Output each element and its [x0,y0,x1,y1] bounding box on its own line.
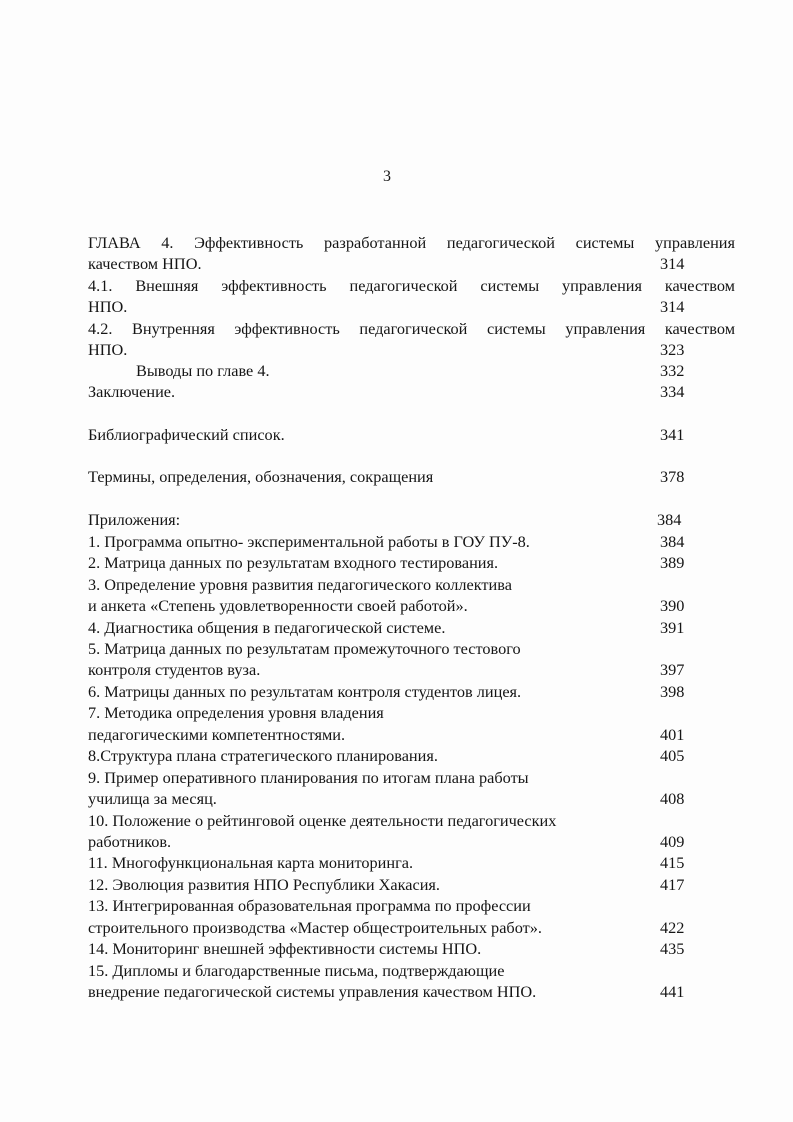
toc-entry-title: Заключение. [88,382,176,401]
toc-entry-title: качеством НПО. [88,254,202,273]
toc-entry-title: работников. [88,832,172,851]
toc-entry-page: 334 [660,382,685,401]
toc-entry-title: Термины, определения, обозначения, сокращения [88,467,434,486]
toc-entry-page: 409 [660,832,685,851]
toc-entry-title: внедрение педагогической системы управления качеством НПО. [88,982,537,1001]
toc-entry-title: 8.Структура плана стратегического планирования. [88,746,438,765]
toc-entry-title: ГЛАВА 4. Эффективность разработанной педагогической системы управления [88,233,735,252]
toc-entry-title: НПО. [88,297,128,316]
toc-entry-title: 14. Мониторинг внешней эффективности системы НПО. [88,939,482,958]
toc-entry-page: 398 [660,682,685,701]
toc-entry-title: 7. Методика определения уровня владения [88,703,384,722]
toc-entry-page: 405 [660,746,685,765]
toc-entry-page: 341 [660,425,685,444]
toc-entry-title: 6. Матрицы данных по результатам контроля студентов лицея. [88,682,522,701]
toc-entry-page: 314 [660,297,685,316]
toc-entry-page: 384 [657,510,682,529]
toc-entry-title: 9. Пример оперативного планирования по итогам плана работы [88,768,529,787]
toc-entry-page: 323 [660,340,685,359]
toc-entry-page: 332 [660,361,685,380]
toc-entry-page: 415 [660,853,685,872]
toc-entry-title: училища за месяц. [88,789,217,808]
toc-entry-title: 1. Программа опытно- экспериментальной работы в ГОУ ПУ-8. [88,532,530,551]
toc-entry-page: 441 [660,982,685,1001]
page-number: 3 [383,168,391,185]
toc-entry-title: 3. Определение уровня развития педагогического коллектива [88,575,512,594]
toc-entry-page: 417 [660,875,685,894]
toc-entry-title: Библиографический список. [88,425,285,444]
toc-entry-title: педагогическими компетентностями. [88,725,346,744]
toc-entry-page: 435 [660,939,685,958]
toc-entry-title: 4.1. Внешняя эффективность педагогической системы управления качеством [88,276,735,295]
toc-entry-title: 4. Диагностика общения в педагогической системе. [88,618,446,637]
toc-entry-title: строительного производства «Мастер общестроительных работ». [88,918,542,937]
toc-entry-title: 12. Эволюция развития НПО Республики Хакасия. [88,875,440,894]
toc-entry-title: и анкета «Степень удовлетворенности своей работой». [88,596,468,615]
toc-entry-title: 5. Матрица данных по результатам промежуточного тестового [88,639,521,658]
toc-entry-page: 391 [660,618,685,637]
toc-entry-title: 4.2. Внутренняя эффективность педагогической системы управления качеством [88,319,735,338]
toc-entry-page: 378 [660,467,685,486]
toc-entry-page: 397 [660,660,685,679]
toc-entry-page: 389 [660,553,685,572]
toc-entry-page: 408 [660,789,685,808]
toc-entry-title: 11. Многофункциональная карта мониторинга. [88,853,414,872]
toc-entry-page: 401 [660,725,685,744]
toc-entry-title: 13. Интегрированная образовательная программа по профессии [88,896,531,915]
toc-entry-title: 2. Матрица данных по результатам входного тестирования. [88,553,499,572]
toc-entry-page: 390 [660,596,685,615]
toc-entry-title: Приложения: [88,510,181,529]
toc-entry-title: НПО. [88,340,128,359]
toc-entry-page: 422 [660,918,685,937]
toc-entry-page: 314 [660,254,685,273]
toc-entry-title: 10. Положение о рейтинговой оценке деятельности педагогических [88,811,557,830]
toc-entry-title: 15. Дипломы и благодарственные письма, подтверждающие [88,961,505,980]
toc-entry-title: Выводы по главе 4. [136,361,270,380]
toc-entry-title: контроля студентов вуза. [88,660,261,679]
toc-entry-page: 384 [660,532,685,551]
